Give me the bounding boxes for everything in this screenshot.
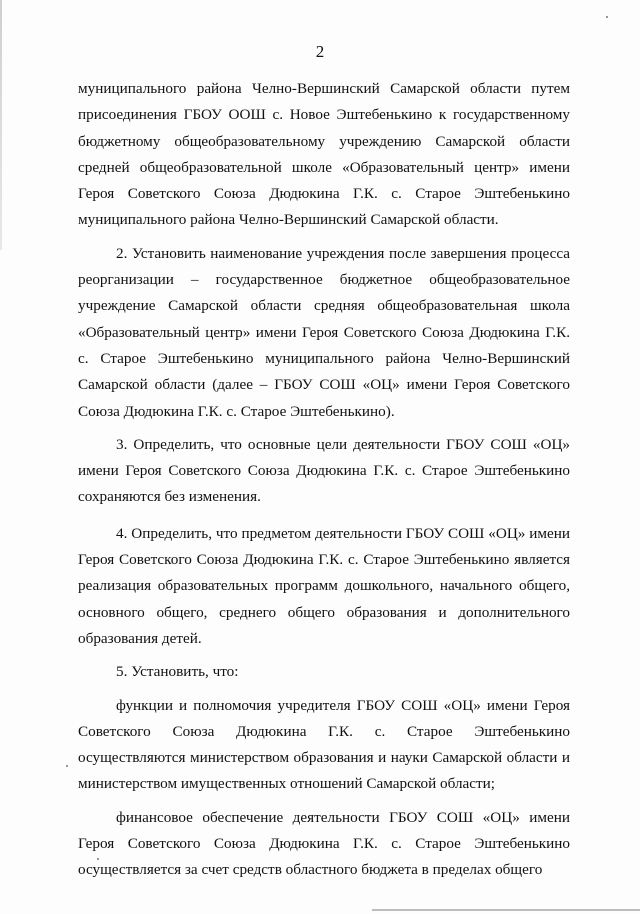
page-number: 2 [315,42,325,61]
scan-speck [606,16,608,18]
paragraph-1-continuation: муниципального района Челно-Вершинский Самарской области путем присоединения ГБОУ ООШ с. Новое Эштебенькино к государственному бюджетному общеобразовательному учреждению Самарской области средней общеобразовательной школе «Образовательный центр» имени Героя Советского Союза Дюдюкина Г.К. с. Старое Эштебенькино муниципального района Челно-Вершинский Самарской области. [78,80,570,229]
paragraph-4-subject: 4. Определить, что предметом деятельности ГБОУ СОШ «ОЦ» имени Героя Советского Союза Дюдюкина Г.К. с. Старое Эштебенькино является реализация образовательных программ дошкольного, начального общего, основного общего, среднего общего образования и дополнительного образования детей. [78,524,570,647]
paragraph-5-heading: 5. Установить, что: [116,663,239,681]
scan-edge-shadow [0,0,2,250]
paragraph-2-rename: 2. Установить наименование учреждения после завершения процесса реорганизации – государственное бюджетное общеобразовательное учреждение Самарской области средняя общеобразовательная школа «Образовательный центр» имени Героя Советского Союза Дюдюкина Г.К. с. Старое Эштебенькино муниципального района Челно-Вершинский Самарской области (далее – ГБОУ СОШ «ОЦ» имени Героя Советского Союза Дюдюкина Г.К. с. Старое Эштебенькино). [78,244,570,420]
paragraph-5-founder-functions: функции и полномочия учредителя ГБОУ СОШ «ОЦ» имени Героя Советского Союза Дюдюкина Г.К. с. Старое Эштебенькино осуществляются министерством образования и науки Самарской области и министерством имущественных отношений Самарской области; [78,696,570,793]
paragraph-3-goals: 3. Определить, что основные цели деятельности ГБОУ СОШ «ОЦ» имени Героя Советского Союза Дюдюкина Г.К. с. Старое Эштебенькино сохраняются без изменения. [78,435,570,506]
scan-bottom-edge [372,909,640,911]
scan-speck [66,765,68,767]
document-body [78,76,570,884]
paragraph-5-financing: финансовое обеспечение деятельности ГБОУ СОШ «ОЦ» имени Героя Советского Союза Дюдюкина Г.К. с. Старое Эштебенькино осуществляется за счет средств областного бюджета в пределах общего [78,808,570,879]
